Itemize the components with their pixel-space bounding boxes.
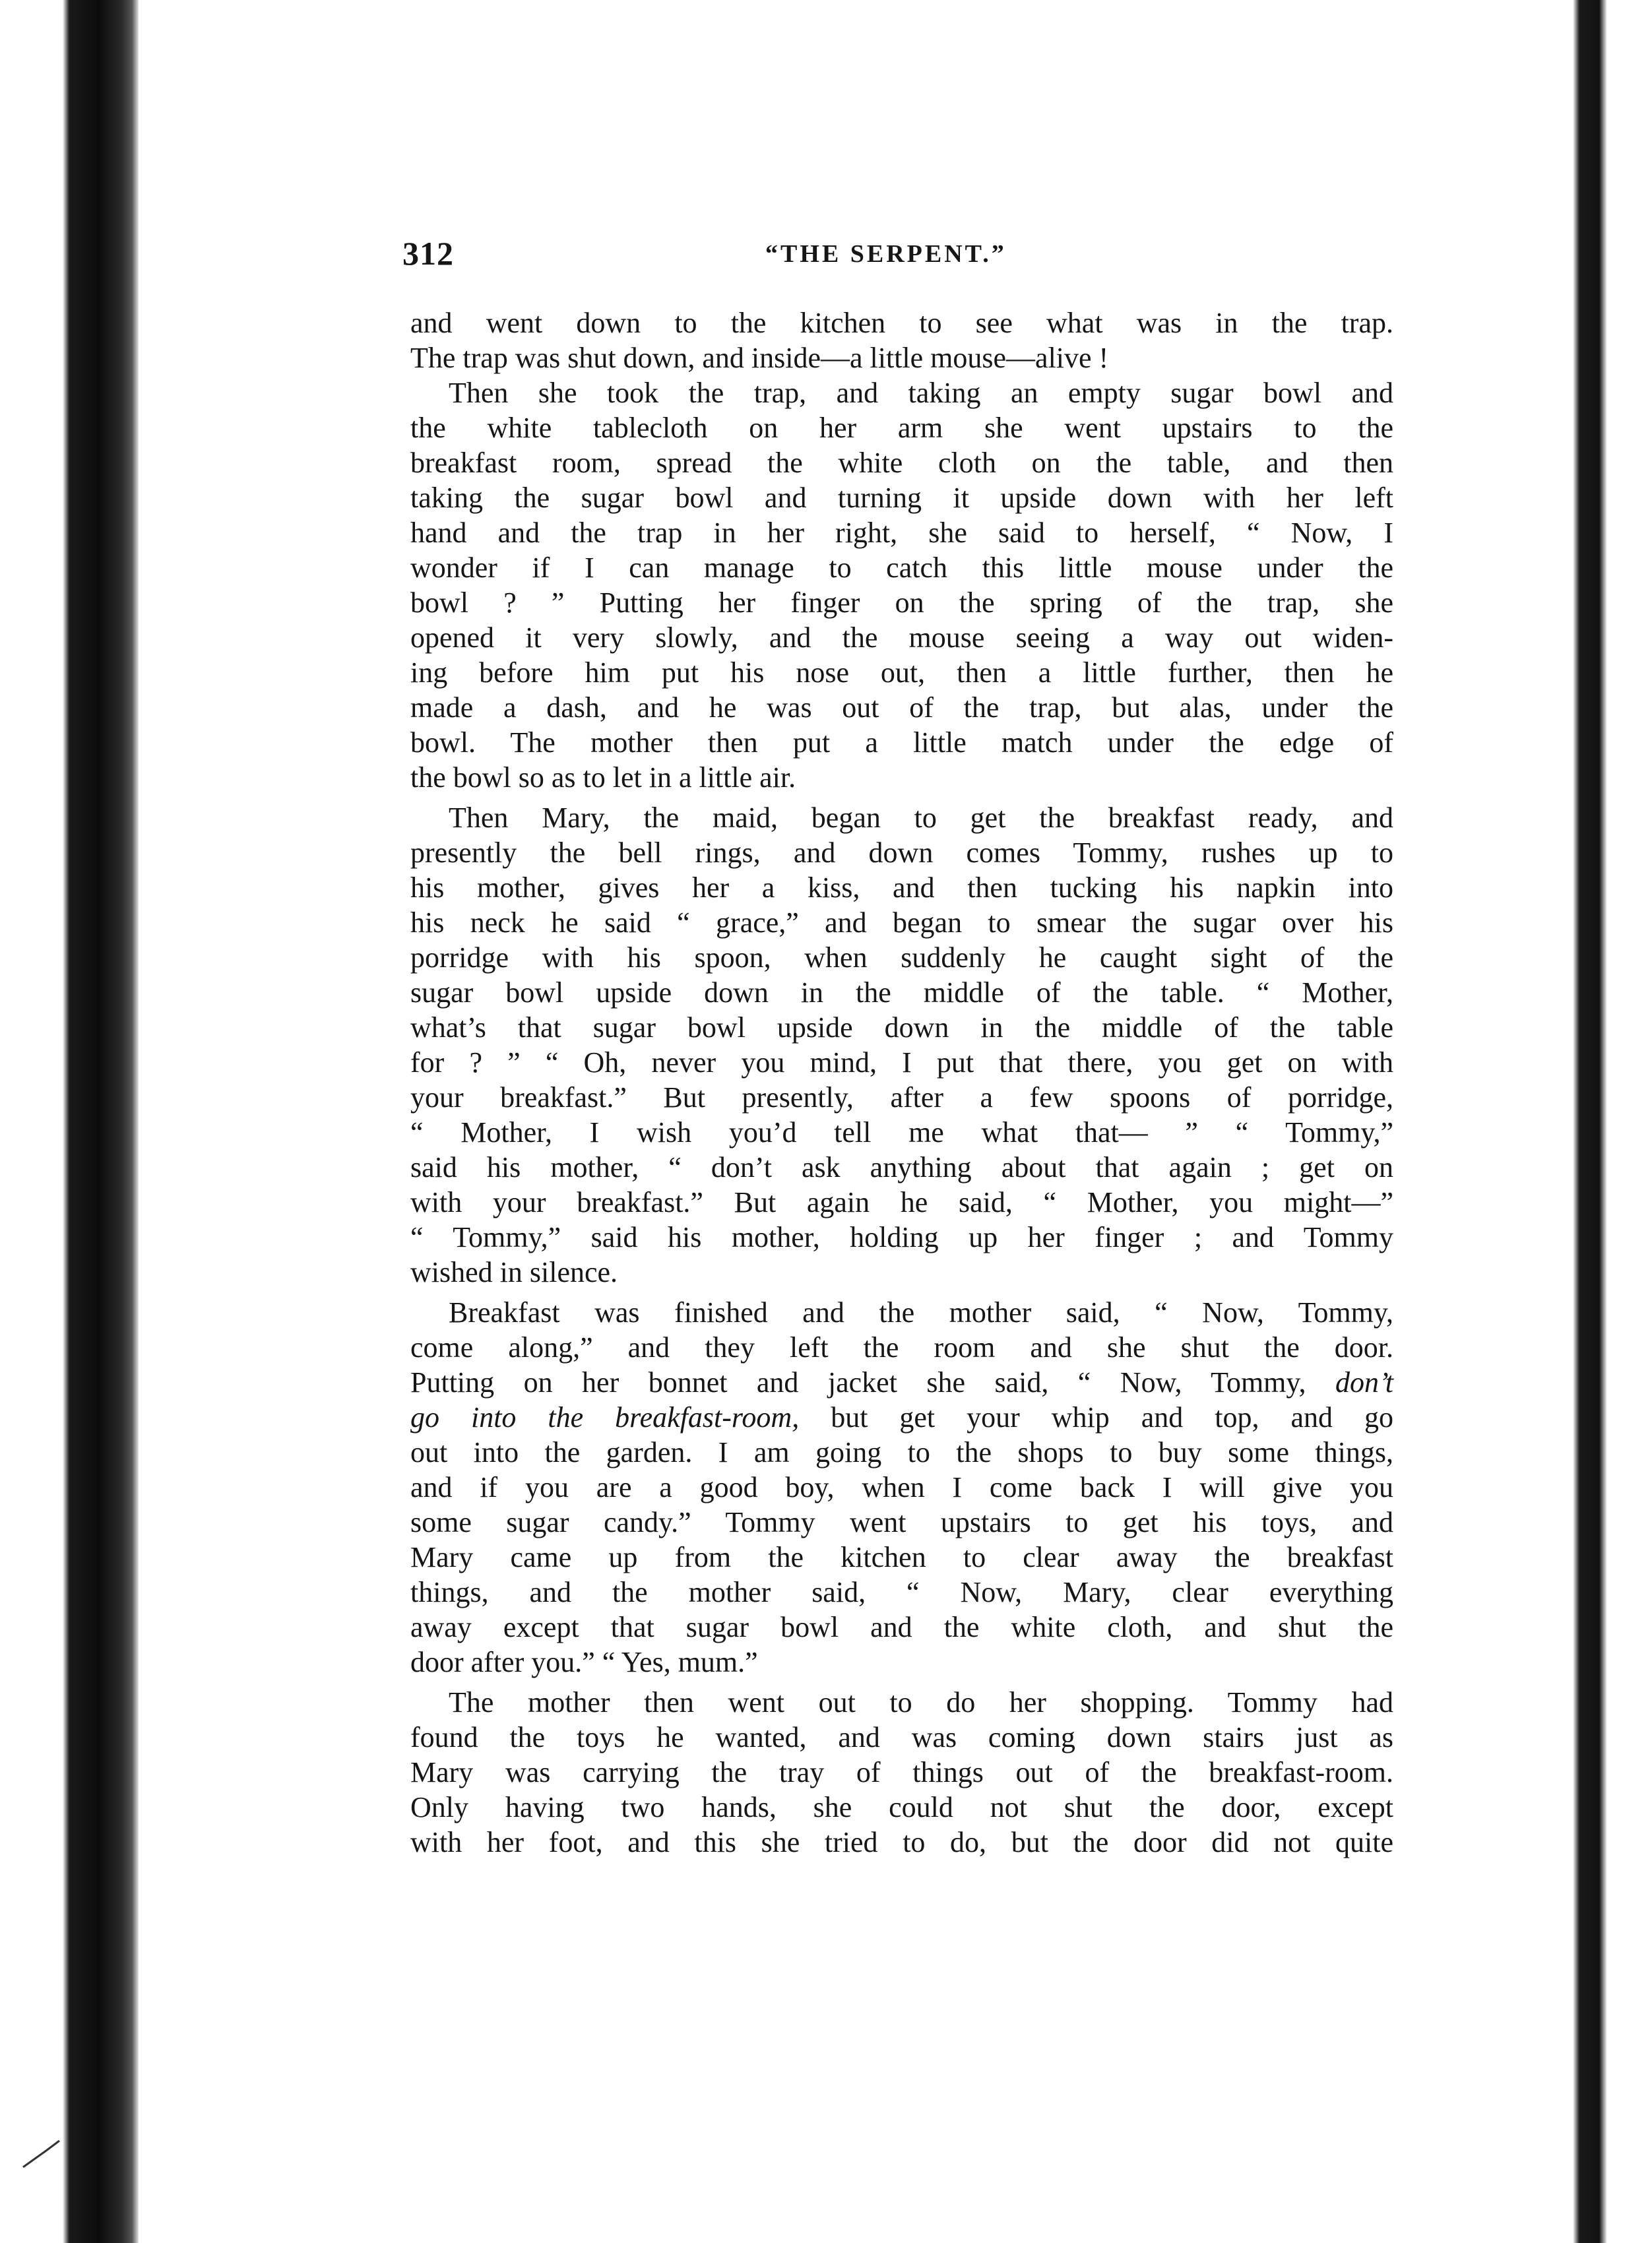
paragraph xyxy=(410,800,1393,1290)
book-page xyxy=(369,234,1399,1860)
text-line: found the toys he wanted, and was coming down stairs just as xyxy=(410,1721,1393,1753)
italic-text: don’t xyxy=(1335,1366,1393,1399)
text-line: wonder if I can manage to catch this little mouse under the xyxy=(410,552,1393,584)
text-line: breakfast room, spread the white cloth on the table, and then xyxy=(410,447,1393,479)
text-line: bowl ? ” Putting her finger on the spring of the trap, she xyxy=(410,586,1393,619)
text-line: away except that sugar bowl and the white cloth, and shut the xyxy=(410,1611,1393,1643)
text-line xyxy=(410,1400,1393,1435)
text-line: The trap was shut down, and inside—a little mouse—alive ! xyxy=(410,342,1109,374)
text-line: what’s that sugar bowl upside down in the middle of the table xyxy=(410,1011,1393,1044)
text-line: and went down to the kitchen to see what was in the trap. xyxy=(410,307,1393,339)
text-line xyxy=(410,1365,1393,1400)
text-line: the bowl so as to let in a little air. xyxy=(410,761,796,794)
running-title: “THE SERPENT.” xyxy=(765,240,1007,268)
text-line: presently the bell rings, and down comes Tommy, rushes up to xyxy=(410,837,1393,869)
text-line: said his mother, “ don’t ask anything about that again ; get on xyxy=(410,1151,1393,1184)
text-line: your breakfast.” But presently, after a few spoons of porridge, xyxy=(410,1081,1393,1114)
page-number: 312 xyxy=(402,235,454,272)
text-line: door after you.” “ Yes, mum.” xyxy=(410,1646,758,1678)
text-line: Only having two hands, she could not shut the door, except xyxy=(410,1791,1393,1823)
text-line: Mary was carrying the tray of things out of the breakfast-room. xyxy=(410,1756,1393,1788)
paragraph xyxy=(410,1685,1393,1860)
text-line: made a dash, and he was out of the trap, but alas, under the xyxy=(410,691,1393,724)
text-line: bowl. The mother then put a little match under the edge of xyxy=(410,726,1393,759)
text-line: The mother then went out to do her shopping. Tommy had xyxy=(449,1686,1393,1719)
scan-mark xyxy=(20,2128,66,2174)
text-line: some sugar candy.” Tommy went upstairs to get his toys, and xyxy=(410,1506,1393,1538)
book-binding-left xyxy=(0,0,139,2243)
text-line: ing before him put his nose out, then a little further, then he xyxy=(410,656,1393,689)
text-line: Then Mary, the maid, began to get the breakfast ready, and xyxy=(449,802,1393,834)
text-line: Then she took the trap, and taking an empty sugar bowl and xyxy=(449,377,1393,409)
paragraph xyxy=(410,1295,1393,1680)
text-line: with your breakfast.” But again he said, “ Mother, you might—” xyxy=(410,1186,1393,1218)
paragraph xyxy=(410,375,1393,795)
text-line: “ Tommy,” said his mother, holding up her finger ; and Tommy xyxy=(410,1221,1393,1253)
text-line: porridge with his spoon, when suddenly he caught sight of the xyxy=(410,941,1393,974)
text-line: come along,” and they left the room and she shut the door. xyxy=(410,1331,1393,1364)
text-fragment: Putting on her bonnet and jacket she said, “ Now, Tommy, xyxy=(410,1366,1335,1399)
text-line: sugar bowl upside down in the middle of the table. “ Mother, xyxy=(410,976,1393,1009)
text-line: hand and the trap in her right, she said to herself, “ Now, I xyxy=(410,517,1393,549)
text-line: things, and the mother said, “ Now, Mary, clear everything xyxy=(410,1576,1393,1608)
book-binding-right xyxy=(1533,0,1652,2243)
running-head xyxy=(369,234,1399,280)
italic-text: go into the breakfast-room, xyxy=(410,1401,800,1434)
text-line: wished in silence. xyxy=(410,1256,618,1288)
text-fragment: but get your whip and top, and go xyxy=(799,1401,1393,1434)
paragraph xyxy=(410,305,1393,375)
text-line: opened it very slowly, and the mouse seeing a way out widen- xyxy=(410,621,1393,654)
text-line: the white tablecloth on her arm she went upstairs to the xyxy=(410,412,1393,444)
text-line: Mary came up from the kitchen to clear away the breakfast xyxy=(410,1541,1393,1573)
text-line: taking the sugar bowl and turning it upside down with her left xyxy=(410,482,1393,514)
text-line: for ? ” “ Oh, never you mind, I put that there, you get on with xyxy=(410,1046,1393,1079)
body-text xyxy=(369,305,1393,1860)
text-line: “ Mother, I wish you’d tell me what that— ” “ Tommy,” xyxy=(410,1116,1393,1149)
text-line: Breakfast was finished and the mother said, “ Now, Tommy, xyxy=(449,1296,1393,1329)
text-line: and if you are a good boy, when I come back I will give you xyxy=(410,1471,1393,1503)
text-line: his neck he said “ grace,” and began to smear the sugar over his xyxy=(410,906,1393,939)
text-line: out into the garden. I am going to the shops to buy some things, xyxy=(410,1436,1393,1469)
text-line: his mother, gives her a kiss, and then tucking his napkin into xyxy=(410,871,1393,904)
text-line: with her foot, and this she tried to do, but the door did not quite xyxy=(410,1826,1393,1858)
